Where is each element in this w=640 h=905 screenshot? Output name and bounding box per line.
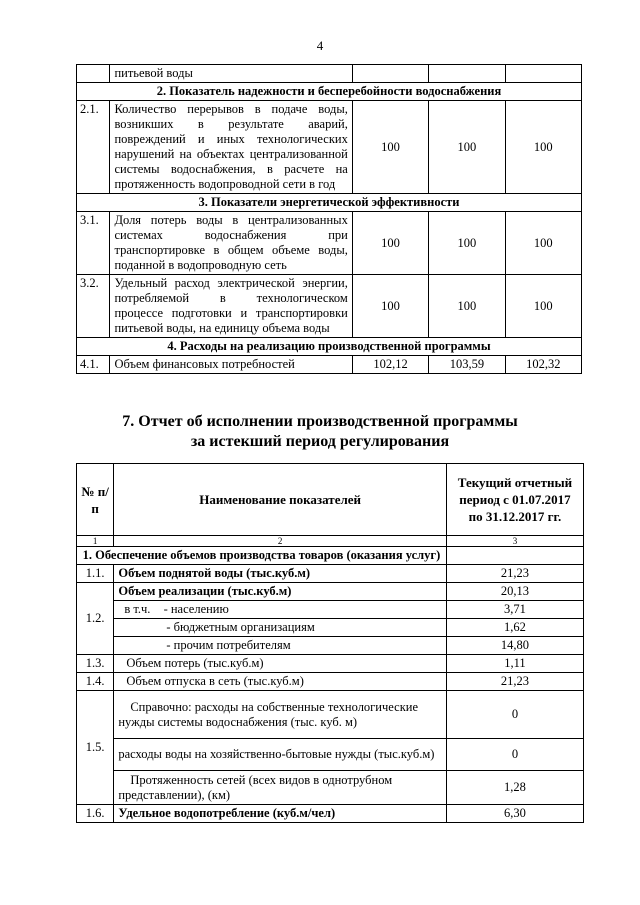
section-2-title: 2. Показатель надежности и бесперебойности водоснабжения — [77, 83, 582, 101]
table-row — [77, 691, 584, 739]
value-cell: 100 — [429, 275, 505, 338]
value-cell: 100 — [352, 275, 428, 338]
row-name: Доля потерь воды в централизованных системах водоснабжения при транспортировке в общем объеме воды, поданной в водопроводную сеть — [110, 212, 352, 275]
row-number: 1.1. — [77, 565, 114, 583]
index-row: 1 2 3 — [77, 536, 584, 547]
row-name: Объем отпуска в сеть (тыс.куб.м) — [114, 673, 447, 691]
value-cell: 3,71 — [446, 601, 583, 619]
value-cell: 100 — [352, 212, 428, 275]
value-cell: 100 — [505, 275, 581, 338]
value-cell: 20,13 — [446, 583, 583, 601]
row-name: - прочим потребителям — [114, 637, 447, 655]
table-row — [77, 212, 582, 275]
value-cell: 1,28 — [446, 771, 583, 805]
table-row — [77, 673, 584, 691]
header-number: № п/п — [77, 464, 114, 536]
header-period: Текущий отчетный период с 01.07.2017 по 31.12.2017 гг. — [446, 464, 583, 536]
section-4-title: 4. Расходы на реализацию производственной программы — [77, 338, 582, 356]
table-row — [77, 739, 584, 771]
section-header — [77, 83, 582, 101]
table-row — [77, 601, 584, 619]
value-cell: 100 — [505, 212, 581, 275]
row-number: 1.3. — [77, 655, 114, 673]
row-number: 1.6. — [77, 805, 114, 823]
row-name: Объем потерь (тыс.куб.м) — [114, 655, 447, 673]
section-header — [77, 194, 582, 212]
row-name: Объем поднятой воды (тыс.куб.м) — [114, 565, 447, 583]
row-name: Объем реализации (тыс.куб.м) — [114, 583, 447, 601]
value-cell: 102,32 — [505, 356, 581, 374]
table-row — [77, 805, 584, 823]
table-row — [77, 619, 584, 637]
value-cell: 21,23 — [446, 673, 583, 691]
value-cell: 14,80 — [446, 637, 583, 655]
row-name: Протяженность сетей (всех видов в однотрубном представлении), (км) — [114, 771, 447, 805]
section-1-title: 1. Обеспечение объемов производства товаров (оказания услуг) — [77, 547, 447, 565]
row-number: 1.2. — [77, 583, 114, 655]
row-name: Объем финансовых потребностей — [110, 356, 352, 374]
page-number: 4 — [316, 38, 324, 53]
row-name: Справочно: расходы на собственные технологические нужды системы водоснабжения (тыс. куб. м) — [114, 691, 447, 739]
section-header — [77, 547, 584, 565]
header-row — [77, 464, 584, 536]
indicators-table — [76, 64, 582, 374]
value-cell: 100 — [429, 101, 505, 194]
value-cell: 0 — [446, 691, 583, 739]
row-number: 2.1. — [77, 101, 110, 194]
header-name: Наименование показателей — [114, 464, 447, 536]
value-cell: 103,59 — [429, 356, 505, 374]
section-3-title: 3. Показатели энергетической эффективности — [77, 194, 582, 212]
table-row — [77, 356, 582, 374]
row-number: 1.5. — [77, 691, 114, 805]
table-row — [77, 565, 584, 583]
value-cell: 1,62 — [446, 619, 583, 637]
table-row — [77, 275, 582, 338]
value-cell: 0 — [446, 739, 583, 771]
row-name: расходы воды на хозяйственно-бытовые нужды (тыс.куб.м) — [114, 739, 447, 771]
table-row — [77, 583, 584, 601]
value-cell: 100 — [352, 101, 428, 194]
row-name: Количество перерывов в подаче воды, возникших в результате аварий, повреждений и иных технологических нарушений на объектах централизованной системы водоснабжения, в расчете на протяженность водопроводной сети в год — [110, 101, 352, 194]
row-number: 1.4. — [77, 673, 114, 691]
table-row — [77, 771, 584, 805]
row-name: - бюджетным организациям — [114, 619, 447, 637]
value-cell: 6,30 — [446, 805, 583, 823]
row-name: в т.ч. - населению — [114, 601, 447, 619]
value-cell: 100 — [505, 101, 581, 194]
row-name: питьевой воды — [110, 65, 352, 83]
table-row — [77, 637, 584, 655]
row-number: 4.1. — [77, 356, 110, 374]
row-name: Удельный расход электрической энергии, потребляемой в технологическом процессе подготовки и транспортировки питьевой воды, на единицу объема воды — [110, 275, 352, 338]
value-cell: 1,11 — [446, 655, 583, 673]
row-name: Удельное водопотребление (куб.м/чел) — [114, 805, 447, 823]
table-row — [77, 655, 584, 673]
table-row — [77, 101, 582, 194]
value-cell: 102,12 — [352, 356, 428, 374]
report-table — [76, 463, 584, 823]
value-cell: 100 — [429, 212, 505, 275]
table-row — [77, 65, 582, 83]
row-number: 3.2. — [77, 275, 110, 338]
value-cell: 21,23 — [446, 565, 583, 583]
section-7-title: 7. Отчет об исполнении производственной программы за истекший период регулирования — [122, 413, 518, 450]
section-header — [77, 338, 582, 356]
row-number: 3.1. — [77, 212, 110, 275]
